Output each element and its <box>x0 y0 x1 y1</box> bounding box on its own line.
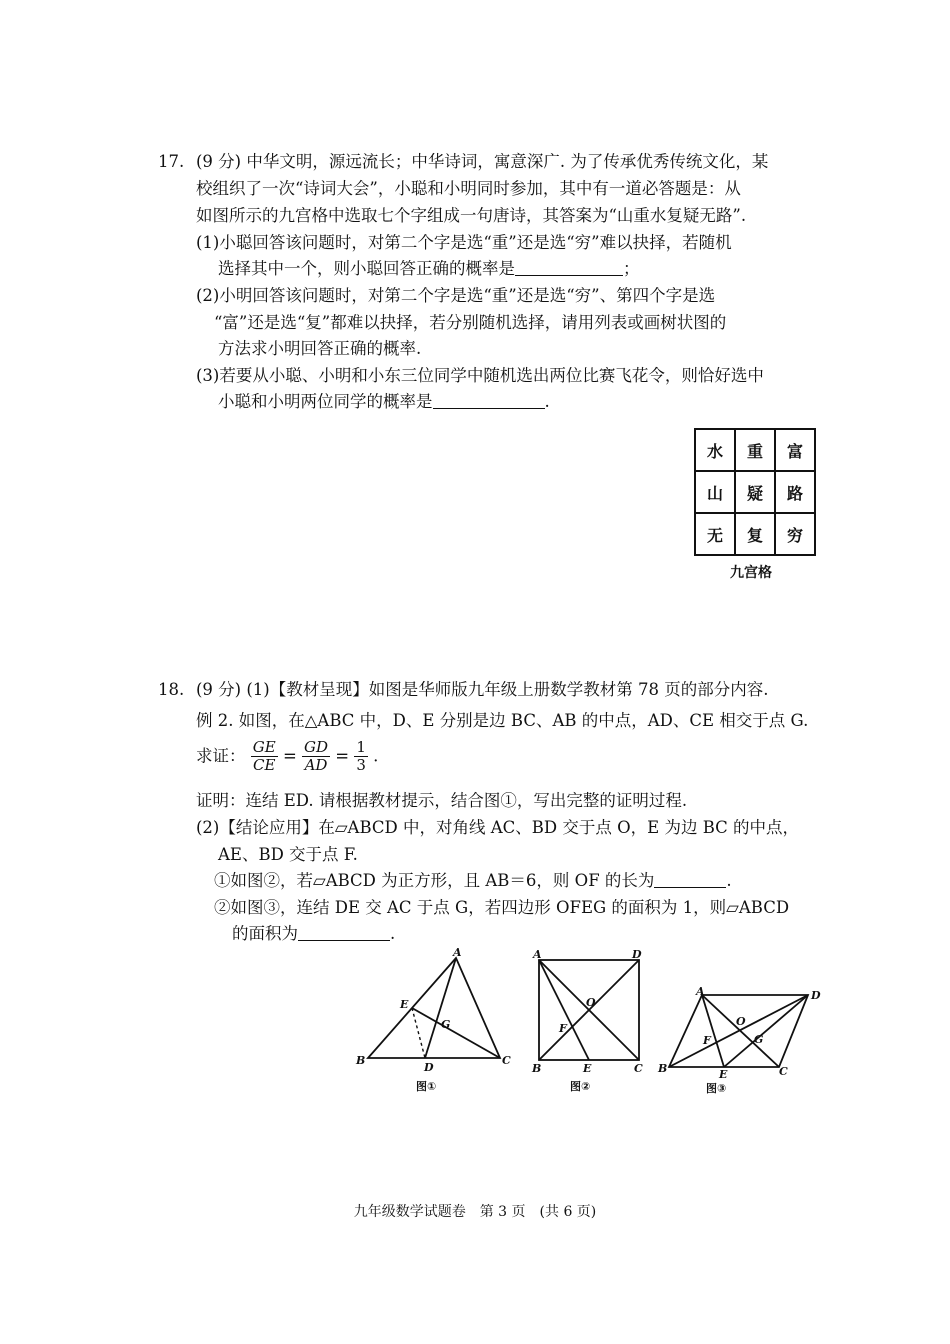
grid-caption: 九宫格 <box>730 565 772 581</box>
q17-part3-answer-blank[interactable] <box>433 392 545 409</box>
q17-part2-line3: 方法求小明回答正确的概率. <box>218 339 422 358</box>
q17-number: 17. <box>158 152 185 171</box>
page-footer: 九年级数学试题卷 第 3 页 (共 6 页) <box>353 1204 597 1220</box>
q18-sub2-line1: ②如图③，连结 DE 交 AC 于点 G，若四边形 OFEG 的面积为 1，则▱ABCD <box>214 898 790 917</box>
figure-1-triangle <box>350 948 520 1098</box>
fraction-one-third: $\frac{1}{3}$ <box>356 738 366 774</box>
fig2-label-e: E <box>583 1062 592 1075</box>
fig2-label-b: B <box>532 1062 542 1075</box>
q17-part1-end: ； <box>623 259 640 278</box>
grid-cell: 无 <box>695 513 735 555</box>
fraction-ge-ce: $\frac{GE}{CE}$ <box>252 738 276 774</box>
fig3-label-b: B <box>658 1062 668 1075</box>
nine-grid <box>694 428 816 556</box>
grid-cell: 富 <box>775 429 815 471</box>
q18-sub2-answer-blank[interactable] <box>298 924 390 941</box>
fig1-label-a: A <box>453 948 462 959</box>
grid-cell: 复 <box>735 513 775 555</box>
fig2-label-d: D <box>632 948 642 961</box>
q18-proof-line: 证明：连结 ED. 请根据教材提示，结合图①，写出完整的证明过程. <box>196 791 688 810</box>
q17-line-3: 如图所示的九宫格中选取七个字组成一句唐诗，其答案为“山重水复疑无路”. <box>196 206 747 225</box>
fig3-label-g: G <box>754 1033 764 1046</box>
q17-part3-line2 <box>218 392 550 412</box>
fig1-label-e: E <box>400 998 409 1011</box>
q17-part3-line1: (3)若要从小聪、小明和小东三位同学中随机选出两位比赛飞花令，则恰好选中 <box>196 366 764 385</box>
fraction-gd-ad: $\frac{GD}{AD}$ <box>304 738 329 774</box>
q18-part2-line2: AE、BD 交于点 F. <box>218 845 358 864</box>
q17-part3-end: . <box>544 392 550 411</box>
q17-part1-line2 <box>218 259 640 279</box>
q17-line-2: 校组织了一次“诗词大会”，小聪和小明同时参加，其中有一道必答题是：从 <box>196 179 741 198</box>
q18-sub1-text: ①如图②，若▱ABCD 为正方形，且 AB＝6，则 OF 的长为 <box>214 871 655 890</box>
q17-part3-text: 小聪和小明两位同学的概率是 <box>218 392 433 411</box>
fig2-label-a: A <box>533 948 542 961</box>
q18-sub1-answer-blank[interactable] <box>654 871 726 888</box>
q17-part1-text: 选择其中一个，则小聪回答正确的概率是 <box>218 259 515 278</box>
q17-line-1: (9 分) 中华文明，源远流长；中华诗词，寓意深广. 为了传承优秀传统文化，某 <box>196 152 769 171</box>
q17-part2-line2: “富”还是选“复”都难以抉择，若分别随机选择，请用列表或画树状图的 <box>214 313 727 332</box>
fig1-label-d: D <box>424 1061 434 1074</box>
figure-3-parallelogram <box>656 985 830 1097</box>
grid-cell: 路 <box>775 471 815 513</box>
fig2-caption: 图② <box>570 1080 591 1093</box>
grid-cell: 穷 <box>775 513 815 555</box>
prove-label: 求证： <box>196 746 246 766</box>
q18-sub1-line: ①如图②，若▱ABCD 为正方形，且 AB＝6，则 OF 的长为 . <box>214 871 732 890</box>
q18-sub2-line2: 的面积为 . <box>232 924 396 943</box>
q18-part2-line1: (2)【结论应用】在▱ABCD 中，对角线 AC、BD 交于点 O，E 为边 BC 的中点， <box>196 818 799 837</box>
q18-prove-row: 求证： $\frac{GE}{CE}$ = $\frac{GD}{AD}$ = $\frac{1}{3}$ . <box>196 738 379 774</box>
q17-part2-line1: (2)小明回答该问题时，对第二个字是选“重”还是选“穷”、第四个字是选 <box>196 286 716 305</box>
q17-part1-line1: (1)小聪回答该问题时，对第二个字是选“重”还是选“穷”难以抉择，若随机 <box>196 233 732 252</box>
grid-cell: 水 <box>695 429 735 471</box>
fig2-label-c: C <box>634 1062 643 1075</box>
fig1-label-b: B <box>356 1054 366 1067</box>
fig3-label-a: A <box>696 985 705 998</box>
fig1-label-c: C <box>502 1054 511 1067</box>
grid-cell: 疑 <box>735 471 775 513</box>
fig2-label-o: O <box>586 996 596 1009</box>
fig3-label-o: O <box>736 1015 746 1028</box>
fig3-label-c: C <box>779 1065 788 1078</box>
fig1-caption: 图① <box>416 1080 437 1093</box>
fig3-label-f: F <box>703 1034 711 1047</box>
grid-cell: 重 <box>735 429 775 471</box>
q18-sub2-text: 的面积为 <box>232 924 298 943</box>
q18-line-2: 例 2. 如图，在△ABC 中，D、E 分别是边 BC、AB 的中点，AD、CE 相交于点 G. <box>196 711 809 730</box>
figure-2-square <box>528 948 653 1098</box>
q18-number: 18. <box>158 680 185 699</box>
grid-cell: 山 <box>695 471 735 513</box>
fig1-label-g: G <box>441 1018 451 1031</box>
q18-line-1: (9 分) (1)【教材呈现】如图是华师版九年级上册数学教材第 78 页的部分内容. <box>196 680 769 699</box>
fig3-caption: 图③ <box>706 1082 727 1095</box>
fig2-label-f: F <box>559 1022 567 1035</box>
q17-part1-answer-blank[interactable] <box>515 259 623 276</box>
fig3-label-d: D <box>811 989 821 1002</box>
fig3-label-e: E <box>719 1068 728 1081</box>
